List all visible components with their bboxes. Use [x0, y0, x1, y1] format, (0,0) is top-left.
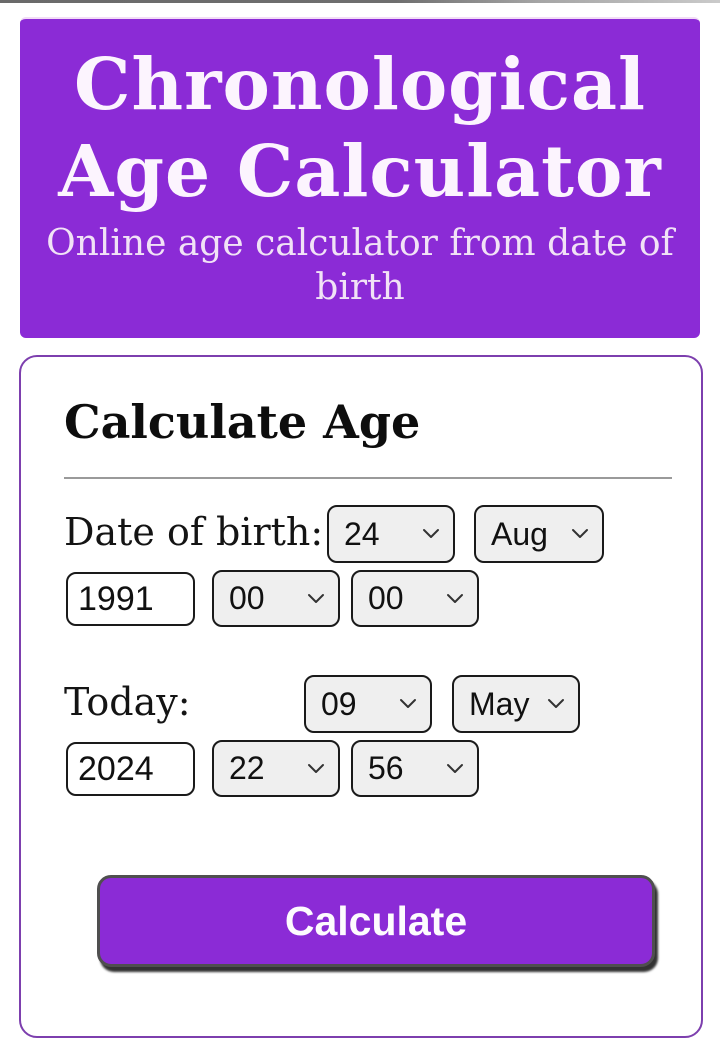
dob-label: Date of birth: — [64, 510, 324, 554]
dob-day-value: 24 — [344, 515, 380, 552]
chevron-down-icon — [446, 763, 464, 775]
chevron-down-icon — [307, 763, 325, 775]
page-subtitle: Online age calculator from date of birth — [46, 223, 674, 309]
page-header — [20, 17, 700, 338]
dob-month-select[interactable] — [474, 505, 604, 563]
dob-hour-value: 00 — [229, 580, 265, 616]
today-day-value: 09 — [321, 685, 357, 722]
today-day-select[interactable] — [304, 675, 432, 733]
today-month-select[interactable] — [452, 675, 580, 733]
today-hour-value: 22 — [229, 750, 265, 786]
today-month-value: May — [469, 685, 530, 722]
calculator-card — [19, 355, 703, 1038]
dob-month-value: Aug — [491, 515, 548, 552]
card-heading: Calculate Age — [64, 395, 421, 449]
dob-day-select[interactable] — [327, 505, 455, 563]
chevron-down-icon — [422, 528, 440, 540]
dob-minute-value: 00 — [368, 580, 404, 616]
chevron-down-icon — [446, 593, 464, 605]
chevron-down-icon — [307, 593, 325, 605]
chevron-down-icon — [399, 698, 417, 710]
divider — [64, 477, 672, 479]
top-edge-line — [0, 0, 720, 3]
chevron-down-icon — [571, 528, 589, 540]
today-label: Today: — [64, 680, 191, 724]
page-title: Chronological Age Calculator — [58, 42, 662, 213]
today-hour-select[interactable] — [212, 740, 340, 797]
dob-minute-select[interactable] — [351, 570, 479, 627]
today-minute-select[interactable] — [351, 740, 479, 797]
dob-hour-select[interactable] — [212, 570, 340, 627]
chevron-down-icon — [547, 698, 565, 710]
calculate-button[interactable]: Calculate — [97, 875, 655, 967]
dob-year-input[interactable] — [66, 572, 195, 626]
today-minute-value: 56 — [368, 750, 404, 786]
today-year-input[interactable] — [66, 742, 195, 796]
